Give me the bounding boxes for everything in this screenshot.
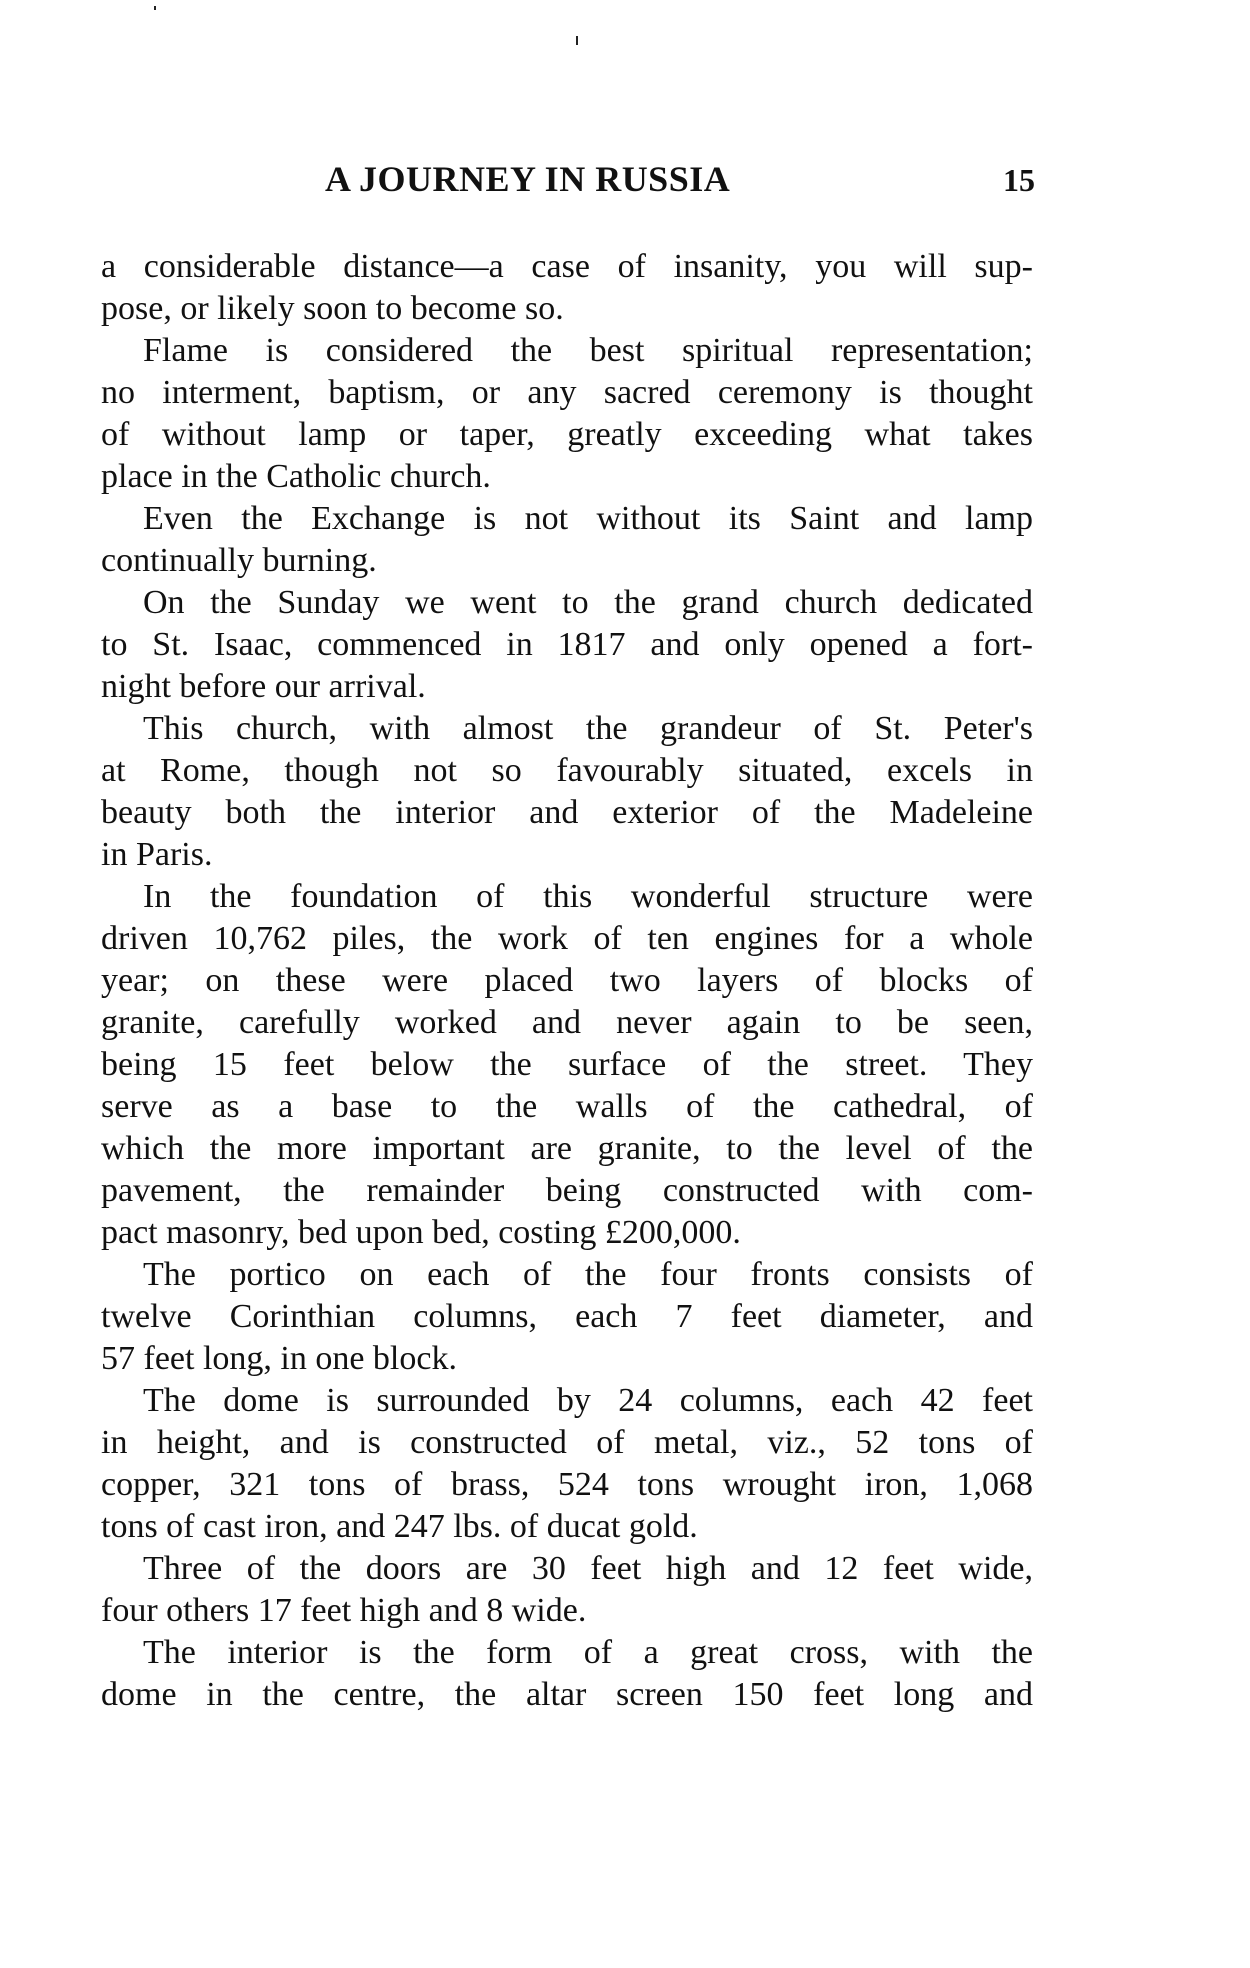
scan-speck <box>576 36 578 45</box>
text-line: no interment, baptism, or any sacred ceremony is thought <box>101 374 1033 411</box>
text-line: Three of the doors are 30 feet high and 12 feet wide, <box>143 1550 1033 1587</box>
text-line: copper, 321 tons of brass, 524 tons wrought iron, 1,068 <box>101 1466 1033 1503</box>
text-line: in height, and is constructed of metal, viz., 52 tons of <box>101 1424 1033 1461</box>
text-line: pose, or likely soon to become so. <box>101 290 564 327</box>
text-line: serve as a base to the walls of the cathedral, of <box>101 1088 1033 1125</box>
text-line: The dome is surrounded by 24 columns, each 42 feet <box>143 1382 1033 1419</box>
text-line: The portico on each of the four fronts consists of <box>143 1256 1033 1293</box>
text-line: pact masonry, bed upon bed, costing £200,000. <box>101 1214 741 1251</box>
text-line: a considerable distance—a case of insanity, you will sup- <box>101 248 1033 285</box>
text-line: twelve Corinthian columns, each 7 feet diameter, and <box>101 1298 1033 1335</box>
text-line: at Rome, though not so favourably situated, excels in <box>101 752 1033 789</box>
text-line: of without lamp or taper, greatly exceeding what takes <box>101 416 1033 453</box>
text-line: to St. Isaac, commenced in 1817 and only opened a fort- <box>101 626 1033 663</box>
text-line: Even the Exchange is not without its Saint and lamp <box>143 500 1033 537</box>
text-line: 57 feet long, in one block. <box>101 1340 457 1377</box>
text-line: four others 17 feet high and 8 wide. <box>101 1592 587 1629</box>
text-line: The interior is the form of a great cross, with the <box>143 1634 1033 1671</box>
text-line: beauty both the interior and exterior of the Madeleine <box>101 794 1033 831</box>
text-line: granite, carefully worked and never again to be seen, <box>101 1004 1033 1041</box>
text-line: place in the Catholic church. <box>101 458 491 495</box>
text-line: tons of cast iron, and 247 lbs. of ducat gold. <box>101 1508 698 1545</box>
text-line: in Paris. <box>101 836 213 873</box>
text-line: This church, with almost the grandeur of St. Peter's <box>143 710 1033 747</box>
text-line: On the Sunday we went to the grand church dedicated <box>143 584 1033 621</box>
text-line: In the foundation of this wonderful structure were <box>143 878 1033 915</box>
text-line: year; on these were placed two layers of blocks of <box>101 962 1033 999</box>
running-head <box>100 158 1035 208</box>
running-title: A JOURNEY IN RUSSIA <box>325 159 731 199</box>
text-line: which the more important are granite, to the level of the <box>101 1130 1033 1167</box>
text-line: pavement, the remainder being constructed with com- <box>101 1172 1033 1209</box>
text-line: dome in the centre, the altar screen 150 feet long and <box>101 1676 1033 1713</box>
text-line: driven 10,762 piles, the work of ten engines for a whole <box>101 920 1033 957</box>
page-number: 15 <box>1003 162 1035 198</box>
scan-speck <box>154 6 156 10</box>
text-line: Flame is considered the best spiritual representation; <box>143 332 1033 369</box>
text-line: night before our arrival. <box>101 668 426 705</box>
text-line: being 15 feet below the surface of the street. They <box>101 1046 1033 1083</box>
text-line: continually burning. <box>101 542 377 579</box>
body-text <box>101 246 1033 1716</box>
